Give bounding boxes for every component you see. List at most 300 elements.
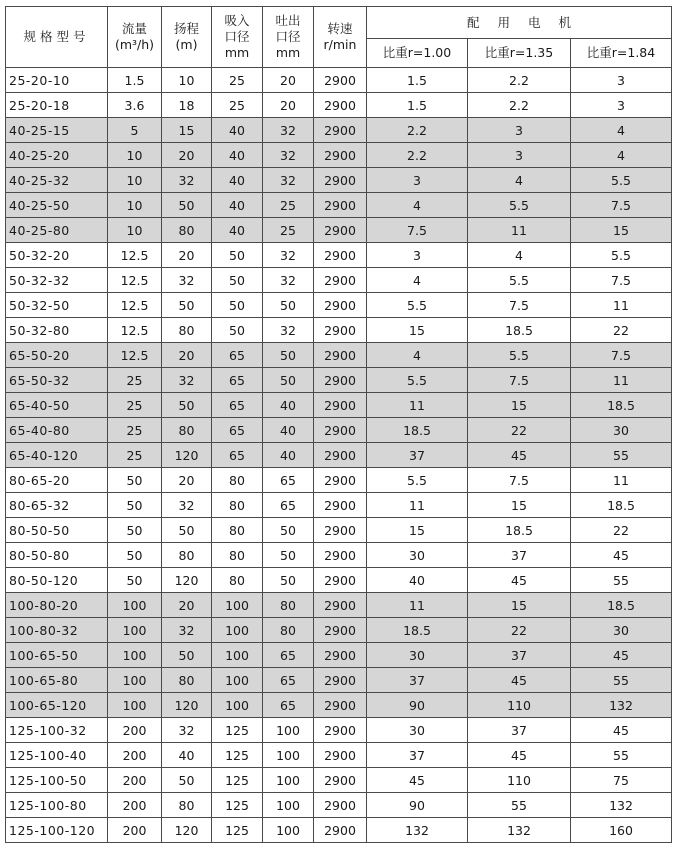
cell-speed: 2900	[314, 818, 367, 843]
cell-motor-r135: 15	[468, 393, 571, 418]
cell-motor-r184: 132	[571, 793, 672, 818]
cell-suction: 40	[212, 118, 263, 143]
cell-suction: 125	[212, 793, 263, 818]
cell-motor-r184: 11	[571, 368, 672, 393]
cell-flow: 100	[108, 668, 162, 693]
table-row	[6, 718, 672, 743]
cell-head: 50	[162, 643, 212, 668]
header-motor-r100: 比重r=1.00	[367, 39, 468, 68]
cell-model: 100-65-50	[6, 643, 108, 668]
cell-flow: 12.5	[108, 318, 162, 343]
cell-flow: 25	[108, 393, 162, 418]
cell-motor-r135: 45	[468, 443, 571, 468]
cell-discharge: 32	[263, 143, 314, 168]
cell-model: 50-32-50	[6, 293, 108, 318]
cell-head: 80	[162, 543, 212, 568]
table-row	[6, 293, 672, 318]
cell-discharge: 100	[263, 793, 314, 818]
cell-motor-r184: 11	[571, 293, 672, 318]
cell-motor-r184: 3	[571, 93, 672, 118]
cell-motor-r184: 75	[571, 768, 672, 793]
table-row	[6, 543, 672, 568]
cell-discharge: 50	[263, 293, 314, 318]
cell-motor-r100: 18.5	[367, 418, 468, 443]
cell-head: 20	[162, 343, 212, 368]
cell-model: 50-32-32	[6, 268, 108, 293]
cell-suction: 80	[212, 468, 263, 493]
cell-model: 80-50-120	[6, 568, 108, 593]
cell-motor-r135: 2.2	[468, 93, 571, 118]
cell-discharge: 32	[263, 243, 314, 268]
cell-discharge: 65	[263, 643, 314, 668]
cell-motor-r100: 3	[367, 243, 468, 268]
cell-head: 20	[162, 143, 212, 168]
cell-head: 15	[162, 118, 212, 143]
table-row	[6, 393, 672, 418]
cell-discharge: 50	[263, 543, 314, 568]
cell-motor-r100: 11	[367, 393, 468, 418]
header-discharge-unit: mm	[275, 45, 301, 60]
header-head	[162, 7, 212, 68]
cell-motor-r100: 2.2	[367, 118, 468, 143]
table-row	[6, 518, 672, 543]
cell-discharge: 25	[263, 218, 314, 243]
cell-motor-r135: 22	[468, 418, 571, 443]
cell-speed: 2900	[314, 218, 367, 243]
cell-suction: 50	[212, 293, 263, 318]
header-suction-label-1: 吸入	[224, 13, 250, 28]
cell-speed: 2900	[314, 718, 367, 743]
cell-model: 80-65-20	[6, 468, 108, 493]
cell-speed: 2900	[314, 118, 367, 143]
cell-speed: 2900	[314, 768, 367, 793]
cell-motor-r184: 18.5	[571, 393, 672, 418]
cell-flow: 10	[108, 143, 162, 168]
cell-motor-r184: 3	[571, 68, 672, 93]
header-motor-r184: 比重r=1.84	[571, 39, 672, 68]
header-head-label: 扬程	[173, 21, 199, 36]
cell-motor-r135: 45	[468, 668, 571, 693]
pump-spec-table	[5, 6, 672, 843]
cell-flow: 10	[108, 168, 162, 193]
cell-motor-r135: 18.5	[468, 518, 571, 543]
table-row	[6, 243, 672, 268]
cell-motor-r135: 5.5	[468, 268, 571, 293]
cell-motor-r135: 5.5	[468, 343, 571, 368]
cell-speed: 2900	[314, 443, 367, 468]
cell-flow: 50	[108, 568, 162, 593]
cell-model: 100-65-120	[6, 693, 108, 718]
cell-motor-r100: 30	[367, 543, 468, 568]
cell-motor-r184: 55	[571, 668, 672, 693]
cell-discharge: 32	[263, 268, 314, 293]
cell-flow: 200	[108, 818, 162, 843]
cell-discharge: 80	[263, 593, 314, 618]
cell-speed: 2900	[314, 368, 367, 393]
cell-motor-r100: 2.2	[367, 143, 468, 168]
cell-motor-r135: 7.5	[468, 368, 571, 393]
cell-motor-r135: 37	[468, 543, 571, 568]
cell-flow: 100	[108, 643, 162, 668]
cell-motor-r184: 160	[571, 818, 672, 843]
cell-model: 65-50-20	[6, 343, 108, 368]
cell-motor-r135: 7.5	[468, 468, 571, 493]
cell-head: 32	[162, 718, 212, 743]
header-flow	[108, 7, 162, 68]
cell-model: 100-65-80	[6, 668, 108, 693]
cell-discharge: 100	[263, 818, 314, 843]
cell-motor-r100: 1.5	[367, 68, 468, 93]
cell-speed: 2900	[314, 268, 367, 293]
cell-flow: 50	[108, 468, 162, 493]
table-row	[6, 318, 672, 343]
cell-motor-r184: 55	[571, 743, 672, 768]
cell-motor-r184: 55	[571, 568, 672, 593]
cell-suction: 65	[212, 443, 263, 468]
cell-head: 32	[162, 368, 212, 393]
cell-motor-r135: 5.5	[468, 193, 571, 218]
cell-flow: 100	[108, 618, 162, 643]
header-motor-label: 配用电机	[466, 14, 589, 30]
cell-flow: 100	[108, 693, 162, 718]
cell-motor-r100: 5.5	[367, 368, 468, 393]
cell-motor-r100: 18.5	[367, 618, 468, 643]
cell-suction: 100	[212, 693, 263, 718]
cell-motor-r100: 4	[367, 343, 468, 368]
cell-model: 65-40-50	[6, 393, 108, 418]
cell-head: 120	[162, 818, 212, 843]
table-row	[6, 118, 672, 143]
cell-motor-r100: 4	[367, 193, 468, 218]
cell-head: 18	[162, 93, 212, 118]
cell-discharge: 50	[263, 343, 314, 368]
cell-discharge: 40	[263, 443, 314, 468]
table-row	[6, 768, 672, 793]
cell-motor-r184: 5.5	[571, 168, 672, 193]
cell-model: 25-20-10	[6, 68, 108, 93]
cell-motor-r100: 1.5	[367, 93, 468, 118]
cell-motor-r184: 132	[571, 693, 672, 718]
cell-motor-r184: 30	[571, 418, 672, 443]
cell-speed: 2900	[314, 68, 367, 93]
cell-flow: 100	[108, 593, 162, 618]
table-row	[6, 668, 672, 693]
table-row	[6, 193, 672, 218]
header-suction	[212, 7, 263, 68]
cell-discharge: 40	[263, 393, 314, 418]
cell-suction: 40	[212, 168, 263, 193]
cell-motor-r184: 7.5	[571, 193, 672, 218]
cell-suction: 100	[212, 618, 263, 643]
cell-model: 125-100-32	[6, 718, 108, 743]
table-body	[6, 68, 672, 843]
cell-motor-r135: 11	[468, 218, 571, 243]
cell-motor-r100: 11	[367, 593, 468, 618]
cell-suction: 80	[212, 518, 263, 543]
cell-motor-r184: 5.5	[571, 243, 672, 268]
cell-motor-r184: 22	[571, 518, 672, 543]
cell-motor-r135: 15	[468, 593, 571, 618]
cell-speed: 2900	[314, 668, 367, 693]
cell-model: 50-32-20	[6, 243, 108, 268]
table-row	[6, 143, 672, 168]
cell-motor-r100: 90	[367, 793, 468, 818]
cell-model: 125-100-50	[6, 768, 108, 793]
cell-motor-r135: 3	[468, 143, 571, 168]
header-discharge	[263, 7, 314, 68]
cell-flow: 25	[108, 418, 162, 443]
cell-discharge: 100	[263, 768, 314, 793]
cell-model: 125-100-120	[6, 818, 108, 843]
cell-motor-r100: 11	[367, 493, 468, 518]
table-row	[6, 593, 672, 618]
table-row	[6, 268, 672, 293]
cell-flow: 200	[108, 768, 162, 793]
cell-flow: 50	[108, 543, 162, 568]
cell-flow: 12.5	[108, 243, 162, 268]
cell-motor-r184: 4	[571, 118, 672, 143]
table-row	[6, 793, 672, 818]
cell-speed: 2900	[314, 93, 367, 118]
cell-flow: 200	[108, 793, 162, 818]
cell-motor-r100: 37	[367, 668, 468, 693]
cell-motor-r184: 18.5	[571, 593, 672, 618]
table-row	[6, 693, 672, 718]
cell-motor-r100: 90	[367, 693, 468, 718]
cell-head: 80	[162, 793, 212, 818]
cell-head: 80	[162, 218, 212, 243]
cell-head: 80	[162, 318, 212, 343]
cell-speed: 2900	[314, 343, 367, 368]
cell-flow: 5	[108, 118, 162, 143]
cell-model: 80-50-80	[6, 543, 108, 568]
cell-model: 40-25-32	[6, 168, 108, 193]
cell-head: 120	[162, 693, 212, 718]
cell-head: 50	[162, 193, 212, 218]
cell-discharge: 65	[263, 668, 314, 693]
cell-discharge: 50	[263, 368, 314, 393]
cell-speed: 2900	[314, 568, 367, 593]
cell-suction: 50	[212, 243, 263, 268]
cell-motor-r184: 11	[571, 468, 672, 493]
cell-head: 32	[162, 268, 212, 293]
cell-discharge: 32	[263, 318, 314, 343]
table-row	[6, 443, 672, 468]
cell-head: 80	[162, 418, 212, 443]
cell-motor-r135: 4	[468, 243, 571, 268]
cell-motor-r184: 4	[571, 143, 672, 168]
cell-flow: 50	[108, 518, 162, 543]
cell-model: 40-25-80	[6, 218, 108, 243]
table-row	[6, 343, 672, 368]
cell-motor-r135: 110	[468, 693, 571, 718]
cell-suction: 100	[212, 593, 263, 618]
cell-head: 32	[162, 618, 212, 643]
table-row	[6, 468, 672, 493]
cell-head: 50	[162, 768, 212, 793]
header-head-unit: (m)	[175, 37, 198, 52]
cell-discharge: 50	[263, 518, 314, 543]
cell-motor-r135: 3	[468, 118, 571, 143]
cell-discharge: 100	[263, 743, 314, 768]
cell-suction: 80	[212, 543, 263, 568]
cell-head: 20	[162, 593, 212, 618]
cell-suction: 40	[212, 143, 263, 168]
cell-speed: 2900	[314, 143, 367, 168]
cell-discharge: 50	[263, 568, 314, 593]
cell-motor-r184: 15	[571, 218, 672, 243]
cell-speed: 2900	[314, 243, 367, 268]
cell-motor-r184: 45	[571, 643, 672, 668]
table-row	[6, 493, 672, 518]
cell-discharge: 65	[263, 693, 314, 718]
table-row	[6, 568, 672, 593]
header-discharge-label-2: 口径	[275, 29, 301, 44]
cell-motor-r100: 45	[367, 768, 468, 793]
cell-motor-r135: 132	[468, 818, 571, 843]
cell-discharge: 65	[263, 468, 314, 493]
cell-suction: 50	[212, 318, 263, 343]
cell-motor-r184: 7.5	[571, 343, 672, 368]
table-row	[6, 418, 672, 443]
cell-speed: 2900	[314, 793, 367, 818]
cell-speed: 2900	[314, 468, 367, 493]
cell-head: 32	[162, 168, 212, 193]
cell-speed: 2900	[314, 393, 367, 418]
header-flow-unit: (m³/h)	[114, 37, 155, 52]
cell-flow: 10	[108, 193, 162, 218]
cell-motor-r100: 4	[367, 268, 468, 293]
cell-motor-r135: 45	[468, 743, 571, 768]
cell-model: 65-50-32	[6, 368, 108, 393]
cell-suction: 125	[212, 743, 263, 768]
cell-speed: 2900	[314, 618, 367, 643]
cell-model: 80-65-32	[6, 493, 108, 518]
header-suction-unit: mm	[224, 45, 250, 60]
cell-motor-r100: 30	[367, 718, 468, 743]
cell-head: 20	[162, 243, 212, 268]
header-speed-label: 转速	[327, 21, 353, 36]
cell-head: 50	[162, 518, 212, 543]
cell-speed: 2900	[314, 168, 367, 193]
cell-model: 65-40-80	[6, 418, 108, 443]
cell-speed: 2900	[314, 493, 367, 518]
cell-motor-r135: 2.2	[468, 68, 571, 93]
cell-motor-r184: 22	[571, 318, 672, 343]
cell-motor-r100: 5.5	[367, 293, 468, 318]
cell-motor-r135: 37	[468, 718, 571, 743]
cell-suction: 50	[212, 268, 263, 293]
cell-motor-r135: 45	[468, 568, 571, 593]
cell-motor-r135: 18.5	[468, 318, 571, 343]
pump-spec-table-container	[5, 6, 672, 843]
header-motor-r135: 比重r=1.35	[468, 39, 571, 68]
cell-flow: 50	[108, 493, 162, 518]
header-model: 规格型号	[6, 7, 108, 68]
cell-head: 20	[162, 468, 212, 493]
table-row	[6, 68, 672, 93]
table-row	[6, 168, 672, 193]
cell-model: 100-80-32	[6, 618, 108, 643]
table-row	[6, 218, 672, 243]
cell-motor-r100: 15	[367, 318, 468, 343]
cell-motor-r135: 15	[468, 493, 571, 518]
cell-motor-r100: 7.5	[367, 218, 468, 243]
cell-flow: 1.5	[108, 68, 162, 93]
header-speed	[314, 7, 367, 68]
cell-head: 120	[162, 443, 212, 468]
cell-motor-r100: 37	[367, 743, 468, 768]
cell-model: 65-40-120	[6, 443, 108, 468]
header-motor	[367, 7, 672, 39]
cell-flow: 12.5	[108, 293, 162, 318]
cell-motor-r100: 40	[367, 568, 468, 593]
cell-model: 100-80-20	[6, 593, 108, 618]
cell-flow: 200	[108, 743, 162, 768]
table-row	[6, 368, 672, 393]
table-row	[6, 743, 672, 768]
cell-suction: 65	[212, 418, 263, 443]
cell-model: 50-32-80	[6, 318, 108, 343]
table-header	[6, 7, 672, 68]
cell-motor-r100: 132	[367, 818, 468, 843]
cell-head: 50	[162, 393, 212, 418]
cell-motor-r100: 15	[367, 518, 468, 543]
cell-motor-r100: 5.5	[367, 468, 468, 493]
cell-flow: 12.5	[108, 343, 162, 368]
cell-suction: 65	[212, 343, 263, 368]
cell-motor-r184: 30	[571, 618, 672, 643]
cell-suction: 125	[212, 768, 263, 793]
cell-motor-r135: 55	[468, 793, 571, 818]
cell-discharge: 25	[263, 193, 314, 218]
table-row	[6, 93, 672, 118]
cell-head: 120	[162, 568, 212, 593]
cell-head: 32	[162, 493, 212, 518]
cell-speed: 2900	[314, 518, 367, 543]
cell-discharge: 20	[263, 68, 314, 93]
cell-discharge: 32	[263, 168, 314, 193]
cell-motor-r135: 110	[468, 768, 571, 793]
cell-flow: 200	[108, 718, 162, 743]
cell-motor-r100: 3	[367, 168, 468, 193]
cell-motor-r135: 22	[468, 618, 571, 643]
cell-discharge: 20	[263, 93, 314, 118]
cell-suction: 40	[212, 193, 263, 218]
cell-speed: 2900	[314, 593, 367, 618]
cell-head: 50	[162, 293, 212, 318]
cell-head: 80	[162, 668, 212, 693]
header-flow-label: 流量	[121, 21, 147, 36]
cell-motor-r100: 37	[367, 443, 468, 468]
cell-motor-r100: 30	[367, 643, 468, 668]
cell-suction: 100	[212, 668, 263, 693]
cell-model: 40-25-15	[6, 118, 108, 143]
cell-discharge: 65	[263, 493, 314, 518]
header-suction-label-2: 口径	[224, 29, 250, 44]
cell-speed: 2900	[314, 418, 367, 443]
cell-discharge: 40	[263, 418, 314, 443]
cell-discharge: 32	[263, 118, 314, 143]
table-row	[6, 618, 672, 643]
cell-motor-r135: 7.5	[468, 293, 571, 318]
cell-suction: 125	[212, 718, 263, 743]
cell-suction: 65	[212, 368, 263, 393]
cell-suction: 25	[212, 93, 263, 118]
cell-motor-r184: 7.5	[571, 268, 672, 293]
cell-motor-r135: 37	[468, 643, 571, 668]
cell-speed: 2900	[314, 318, 367, 343]
